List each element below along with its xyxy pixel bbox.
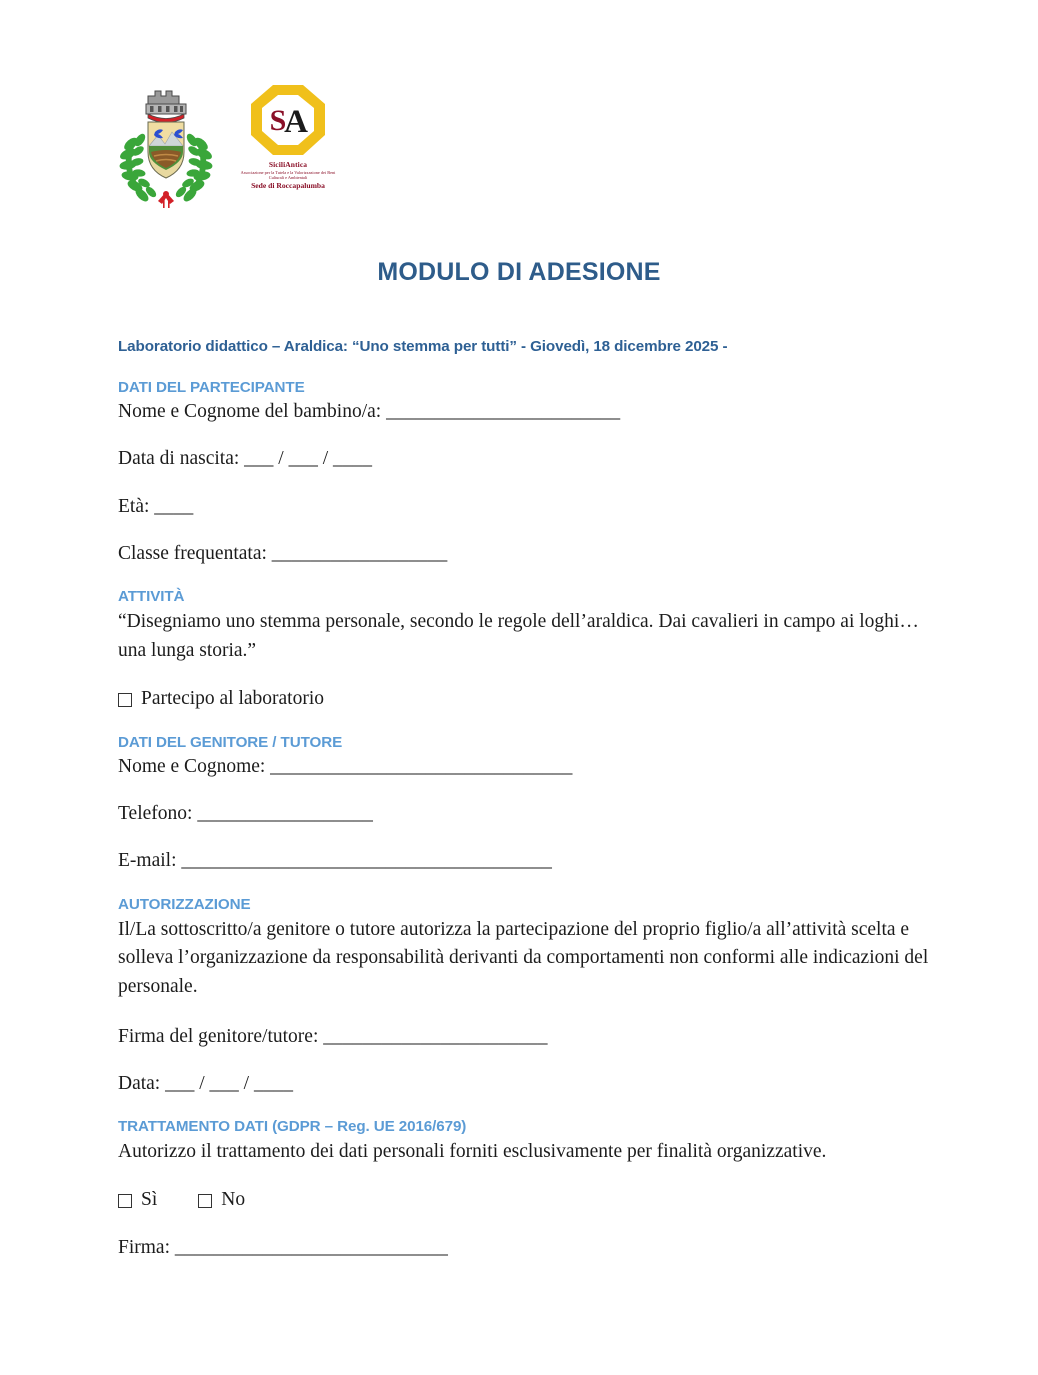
section-partecipante [118, 379, 936, 566]
checkbox-gdpr-si[interactable] [118, 1194, 132, 1208]
section-autorizzazione [118, 896, 936, 1097]
section-heading-genitore: DATI DEL GENITORE / TUTORE [118, 733, 343, 751]
field-data-firma[interactable]: Data: ___ / ___ / ____ [118, 1073, 293, 1095]
siciliantica-sede: Sede di Roccapalumba [251, 181, 325, 191]
gdpr-consent-row [118, 1189, 936, 1211]
siciliantica-subtitle: Associazione per la Tutela e la Valorizzazione dei Beni Culturali e Ambientali [240, 169, 336, 180]
field-classe[interactable]: Classe frequentata: __________________ [118, 543, 448, 565]
section-gdpr [118, 1118, 936, 1260]
section-attivita [118, 588, 936, 709]
field-nome-bambino[interactable]: Nome e Cognome del bambino/a: ________________________ [118, 401, 621, 422]
siciliantica-name: SiciliAntica [268, 160, 308, 169]
field-email[interactable]: E-mail: ______________________________________ [118, 850, 552, 872]
attivita-description: “Disegniamo uno stemma personale, secondo le regole dell’araldica. Dai cavalieri in campo ai loghi… una lunga storia.” [118, 611, 919, 662]
field-telefono[interactable]: Telefono: __________________ [118, 803, 373, 825]
field-firma-gdpr[interactable]: Firma: ____________________________ [118, 1237, 448, 1259]
svg-text:A: A [284, 104, 308, 140]
section-heading-partecipante: DATI DEL PARTECIPANTE [118, 379, 305, 396]
section-heading-attivita: ATTIVITÀ [118, 588, 185, 606]
checkbox-partecipo[interactable] [118, 693, 132, 707]
gdpr-text: Autorizzo il trattamento dei dati personali forniti esclusivamente per finalità organizzative. [118, 1141, 827, 1163]
svg-text:S: S [269, 104, 287, 137]
field-nome-genitore[interactable]: Nome e Cognome: _______________________________ [118, 755, 573, 777]
logo-siciliantica-icon [232, 82, 344, 204]
autorizzazione-text: Il/La sottoscritto/a genitore o tutore autorizza la partecipazione del proprio figlio/a all’attività scelta e solleva l’organizzazione da responsabilità derivanti da comportamenti non conformi alle indicazioni del personale. [118, 918, 929, 998]
event-subtitle: Laboratorio didattico – Araldica: “Uno stemma per tutti” - Giovedì, 18 dicembre 2025 - [118, 338, 728, 355]
checkbox-gdpr-no-label: No [221, 1189, 246, 1211]
stemma-comune-icon [118, 82, 214, 210]
section-genitore [118, 734, 936, 874]
logo-band [118, 82, 344, 217]
gdpr-option-yes[interactable] [118, 1189, 157, 1211]
section-heading-gdpr: TRATTAMENTO DATI (GDPR – Reg. UE 2016/679) [118, 1118, 467, 1136]
section-heading-autorizzazione: AUTORIZZAZIONE [118, 895, 251, 913]
checkbox-gdpr-si-label: Sì [141, 1189, 158, 1211]
checkbox-partecipo-label: Partecipo al laboratorio [141, 687, 325, 709]
field-eta[interactable]: Età: ____ [118, 495, 194, 517]
field-firma-genitore[interactable]: Firma del genitore/tutore: _______________________ [118, 1025, 548, 1047]
field-data-nascita[interactable]: Data di nascita: ___ / ___ / ____ [118, 448, 372, 470]
form-body [118, 338, 936, 1282]
gdpr-option-no[interactable] [198, 1189, 245, 1211]
page-title: MODULO DI ADESIONE [377, 258, 661, 286]
checkbox-row-partecipo[interactable] [118, 688, 936, 710]
checkbox-gdpr-no[interactable] [198, 1194, 212, 1208]
